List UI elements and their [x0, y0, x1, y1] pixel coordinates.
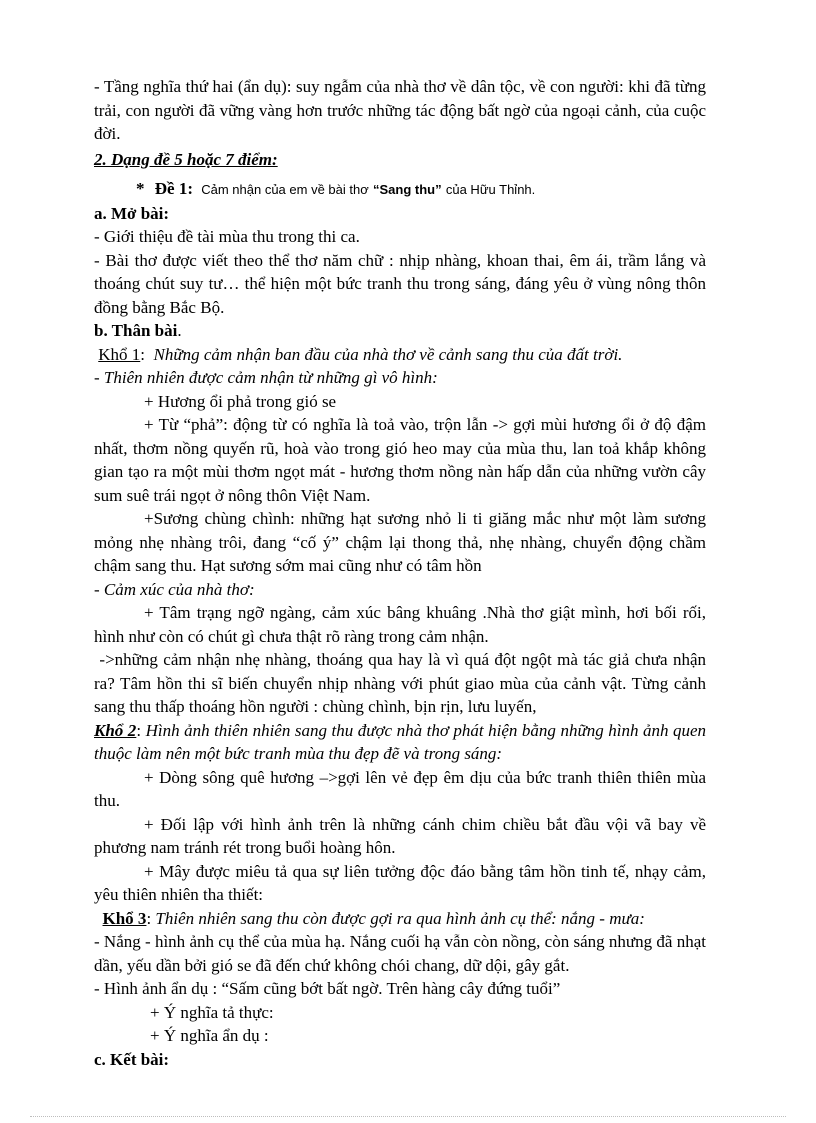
question-label: Đề 1: — [154, 179, 193, 198]
stanza-1-text: Những cảm nhận ban đầu của nhà thơ về cảnh sang thu của đất trời. — [153, 344, 623, 364]
stanza-3-point-a: - Nắng - hình ảnh cụ thể của mùa hạ. Nắng cuối hạ vẫn còn nồng, còn sáng nhưng đã nhạt dần, yếu dần bởi gió se đã đến chứ không chói chang, dữ dội, gây gắt. — [94, 932, 706, 975]
stanza-3-point-b: - Hình ảnh ẩn dụ : “Sấm cũng bớt bất ngờ. Trên hàng cây đứng tuổi” — [94, 979, 561, 998]
stanza-2-point-b: + Đối lập với hình ảnh trên là những cánh chim chiều bắt đầu vội vã bay về phương nam tránh rét trong buổi hoàng hôn. — [94, 814, 706, 857]
stanza-1-point-a: - Thiên nhiên được cảm nhận từ những gì vô hình: — [94, 368, 438, 387]
stanza-2-label: Khổ 2 — [94, 720, 137, 740]
section-heading: 2. Dạng đề 5 hoặc 7 điểm: — [94, 149, 278, 169]
stanza-1-point-c: + Từ “phả”: động từ có nghĩa là toả vào, trộn lẫn -> gợi mùi hương ổi ở độ đậm nhất, thơm nồng quyến rũ, hoà vào trong gió heo may của mùa thu, lan toả khắp không gian tạo ra một mùi thơm ngọt mát - hương thơm nồng nàn hấp dẫn của những vườn cây sum suê trái ngọt ở nông thôn Việt Nam. — [94, 415, 706, 505]
stanza-1-point-g — [94, 648, 706, 719]
stanza-2-colon: : — [136, 720, 142, 740]
paragraph-second-meaning: - Tầng nghĩa thứ hai (ẩn dụ): suy ngẫm của nhà thơ về dân tộc, về con người: khi đã từng trải, con người đã vững vàng hơn trước những tác động bất ngờ của ngoại cảnh, của cuộc đời. — [94, 77, 706, 143]
question-text-pre: Cảm nhận của em về bài thơ — [201, 182, 369, 197]
intro-line-2: - Bài thơ được viết theo thể thơ năm chữ : nhịp nhàng, khoan thai, êm ái, trầm lắng và thoáng chút suy tư… thể hiện một bức tranh thu trong sáng, đáng yêu ở vùng nông thôn đồng bằng Bắc Bộ. — [94, 250, 706, 317]
stanza-3-point-c: + Ý nghĩa tả thực: — [150, 1002, 274, 1022]
body-heading-dot: . — [177, 321, 182, 340]
stanza-1-colon: : — [140, 344, 146, 364]
stanza-3-label: Khổ 3 — [102, 908, 147, 928]
conclusion-heading-text: c. Kết bài: — [94, 1049, 170, 1069]
stanza-1-heading — [94, 343, 706, 367]
question-text-post: của Hữu Thỉnh. — [445, 182, 536, 197]
stanza-3-colon: : — [146, 908, 152, 928]
question-1 — [94, 177, 706, 202]
stanza-1-label: Khổ 1 — [98, 344, 141, 364]
stanza-2-text: Hình ảnh thiên nhiên sang thu được nhà thơ phát hiện bằng những hình ảnh quen thuộc làm nên một bức tranh mùa thu đẹp đẽ và trong sáng: — [94, 720, 707, 763]
stanza-2-point-a: + Dòng sông quê hương –>gợi lên vẻ đẹp êm dịu của bức tranh thiên thiên mùa thu. — [94, 767, 706, 810]
body-heading-text: b. Thân bài — [94, 321, 178, 340]
stanza-1-emotion: - Cảm xúc của nhà thơ: — [94, 579, 255, 599]
stanza-2-heading — [94, 719, 706, 766]
stanza-1-point-g-text: ->những cảm nhận nhẹ nhàng, thoáng qua hay là vì quá đột ngột mà tác giả chưa nhận ra? Tâm hồn thi sĩ biến chuyển nhịp nhàng với phút giao mùa của cảnh vật. Từng cảnh sang thu thấp thoáng hồn người : chùng chình, bịn rịn, lưu luyến, — [94, 650, 706, 716]
document-page — [94, 75, 706, 1071]
poem-title: “Sang thu” — [373, 182, 442, 197]
stanza-1-point-b: + Hương ổi phả trong gió se — [144, 391, 337, 411]
stanza-2-point-c: + Mây được miêu tả qua sự liên tưởng độc đáo bằng tâm hồn tinh tế, nhạy cảm, yêu thiên nhiên tha thiết: — [94, 861, 706, 904]
intro-line-1: - Giới thiệu đề tài mùa thu trong thi ca. — [94, 227, 360, 246]
bullet-star: * — [136, 179, 145, 198]
stanza-1-point-d: +Sương chùng chình: những hạt sương nhỏ li ti giăng mắc như một làm sương mỏng nhẹ nhàng trôi, đang “cố ý” chậm lại thong thả, nhẹ nhàng, chuyển động chầm chậm sang thu. Hạt sương sớm mai cũng như có tâm hồn — [94, 509, 706, 575]
conclusion-heading — [94, 1048, 706, 1072]
body-heading — [94, 319, 706, 343]
stanza-1-point-f: + Tâm trạng ngỡ ngàng, cảm xúc bâng khuâng .Nhà thơ giật mình, hơi bối rối, hình như còn có chút gì chưa thật rõ ràng trong cảm nhận. — [94, 603, 706, 646]
stanza-3-text: Thiên nhiên sang thu còn được gợi ra qua hình ảnh cụ thể: nắng - mưa: — [155, 908, 645, 928]
intro-heading-text: a. Mở bài: — [94, 203, 170, 223]
page-bottom-rule — [30, 1116, 786, 1117]
stanza-3-heading — [94, 907, 706, 931]
intro-heading — [94, 202, 706, 226]
stanza-3-point-d: + Ý nghĩa ẩn dụ : — [150, 1026, 269, 1045]
